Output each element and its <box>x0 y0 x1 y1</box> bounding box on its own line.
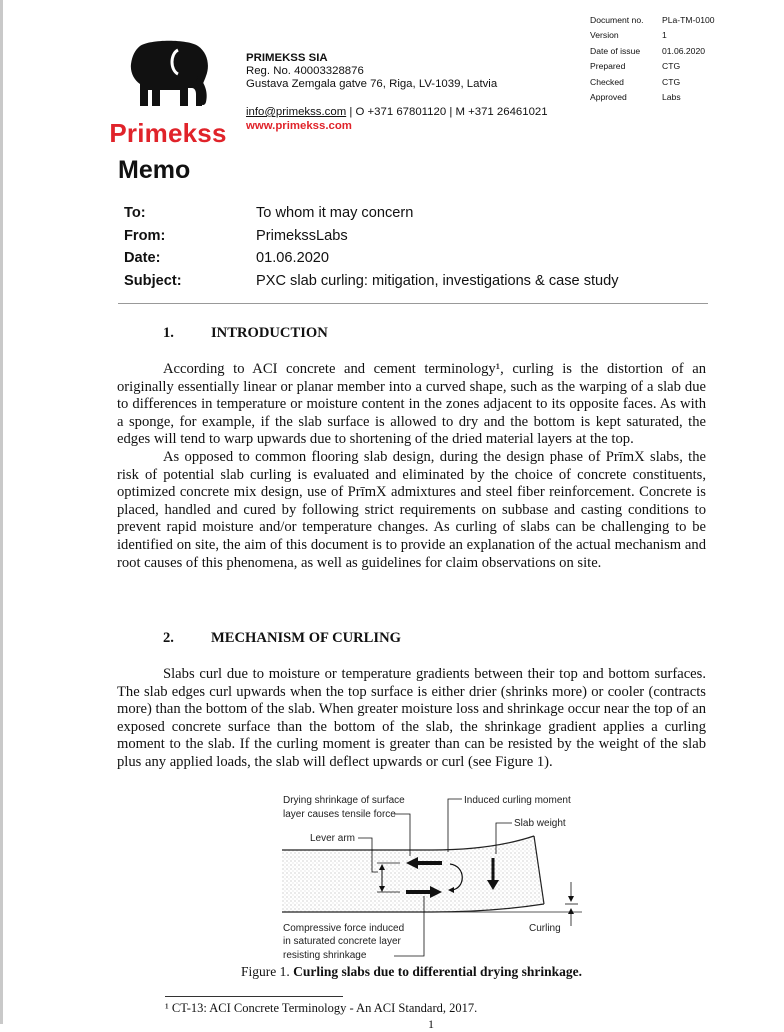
memo-row-date: Date: 01.06.2020 <box>124 250 330 267</box>
company-info <box>246 52 497 91</box>
page-number: 1 <box>428 1017 434 1031</box>
brand-name: Primekss <box>109 118 227 148</box>
document-meta-table <box>590 12 715 105</box>
paragraph: As opposed to common flooring slab design, during the design phase of PrīmX slabs, the risk of potential slab curling is evaluated and eliminated by the choice of concrete constituents, optimized concrete mix design, use of PrīmX admixtures and steel fiber reinforcement. Concrete is placed, handled and cured by following strict requirements on subbase and casting conditions to prevent rapid moisture and/or temperature changes. As curling of slabs can be challenging to be identified on site, the aim of this document is to provide an explanation of the actual mechanism and root causes of this phenomena, as well as guidelines for claim observations on site. <box>117 448 706 571</box>
elephant-logo-icon <box>126 40 212 112</box>
meta-row: Version 1 <box>590 30 667 41</box>
footnote: ¹ CT-13: ACI Concrete Terminology - An ACI Standard, 2017. <box>165 1001 478 1015</box>
company-reg: Reg. No. 40003328876 <box>246 65 364 77</box>
label-slab-weight: Slab weight <box>514 818 566 829</box>
paragraph: According to ACI concrete and cement terminology¹, curling is the distortion of an originally essentially linear or planar member into a curved shape, such as the warping of a slab due to differences in temperature or moisture content in the zones adjacent to its opposite faces. As with a sponge, for example, if the slab surface is allowed to dry and the bottom is kept saturated, the edges will tend to warp upwards due to shortening of the dried material layers at the top. <box>117 361 706 448</box>
memo-row-to: To: To whom it may concern <box>124 205 414 222</box>
company-logo <box>108 40 228 148</box>
section-body-introduction <box>117 361 706 572</box>
memo-row-subject: Subject: PXC slab curling: mitigation, investigations & case study <box>124 272 619 289</box>
section-body-mechanism <box>117 666 706 772</box>
email-link[interactable]: info@primekss.com <box>246 106 347 118</box>
header-divider <box>118 303 708 304</box>
meta-row: Prepared CTG <box>590 61 681 72</box>
memo-title: Memo <box>118 156 191 184</box>
memo-row-from: From: PrimekssLabs <box>124 227 348 244</box>
memo-address-block <box>124 202 619 292</box>
footnote-divider <box>165 996 343 997</box>
curling-figure <box>282 792 582 964</box>
phone-numbers: | O +371 67801120 | M +371 26461021 <box>346 106 548 118</box>
meta-row: Checked CTG <box>590 76 681 87</box>
label-compressive-3: resisting shrinkage <box>283 950 367 961</box>
label-drying-shrinkage-2: layer causes tensile force <box>283 809 396 820</box>
meta-row: Approved Labs <box>590 92 681 103</box>
website-link[interactable]: www.primekss.com <box>246 120 352 132</box>
section-heading-introduction: 1. INTRODUCTION <box>163 325 328 341</box>
section-heading-mechanism: 2. MECHANISM OF CURLING <box>163 630 401 646</box>
label-compressive-1: Compressive force induced <box>283 923 405 934</box>
company-contacts <box>246 105 548 133</box>
label-lever-arm: Lever arm <box>310 833 356 844</box>
meta-row: Date of issue 01.06.2020 <box>590 45 706 56</box>
slab-body <box>282 836 544 912</box>
company-name: PRIMEKSS SIA <box>246 52 328 64</box>
paragraph: Slabs curl due to moisture or temperature gradients between their top and bottom surfaces. The slab edges curl upwards when the top surface is either drier (shrinks more) or cooler (contracts more) than the bottom of the slab. When greater moisture loss and shrinkage occur near the top of an exposed concrete surface than the bottom of the slab, the shrinkage gradient applies a curling moment to the slab. If the curling moment is greater than can be resisted by the weight of the slab plus any applied loads, the slab will deflect upwards or curl (see Figure 1). <box>117 666 706 770</box>
label-curling: Curling <box>529 923 561 934</box>
label-compressive-2: in saturated concrete layer <box>283 936 401 947</box>
company-address: Gustava Zemgala gatve 76, Riga, LV-1039, Latvia <box>246 78 498 90</box>
figure-caption: Figure 1. Curling slabs due to differential drying shrinkage. <box>240 964 583 979</box>
label-induced-curling-moment: Induced curling moment <box>464 795 571 806</box>
page-edge <box>0 0 3 1024</box>
label-drying-shrinkage-1: Drying shrinkage of surface <box>283 795 405 806</box>
meta-row: Document no. PLa-TM-0100 <box>590 14 715 25</box>
